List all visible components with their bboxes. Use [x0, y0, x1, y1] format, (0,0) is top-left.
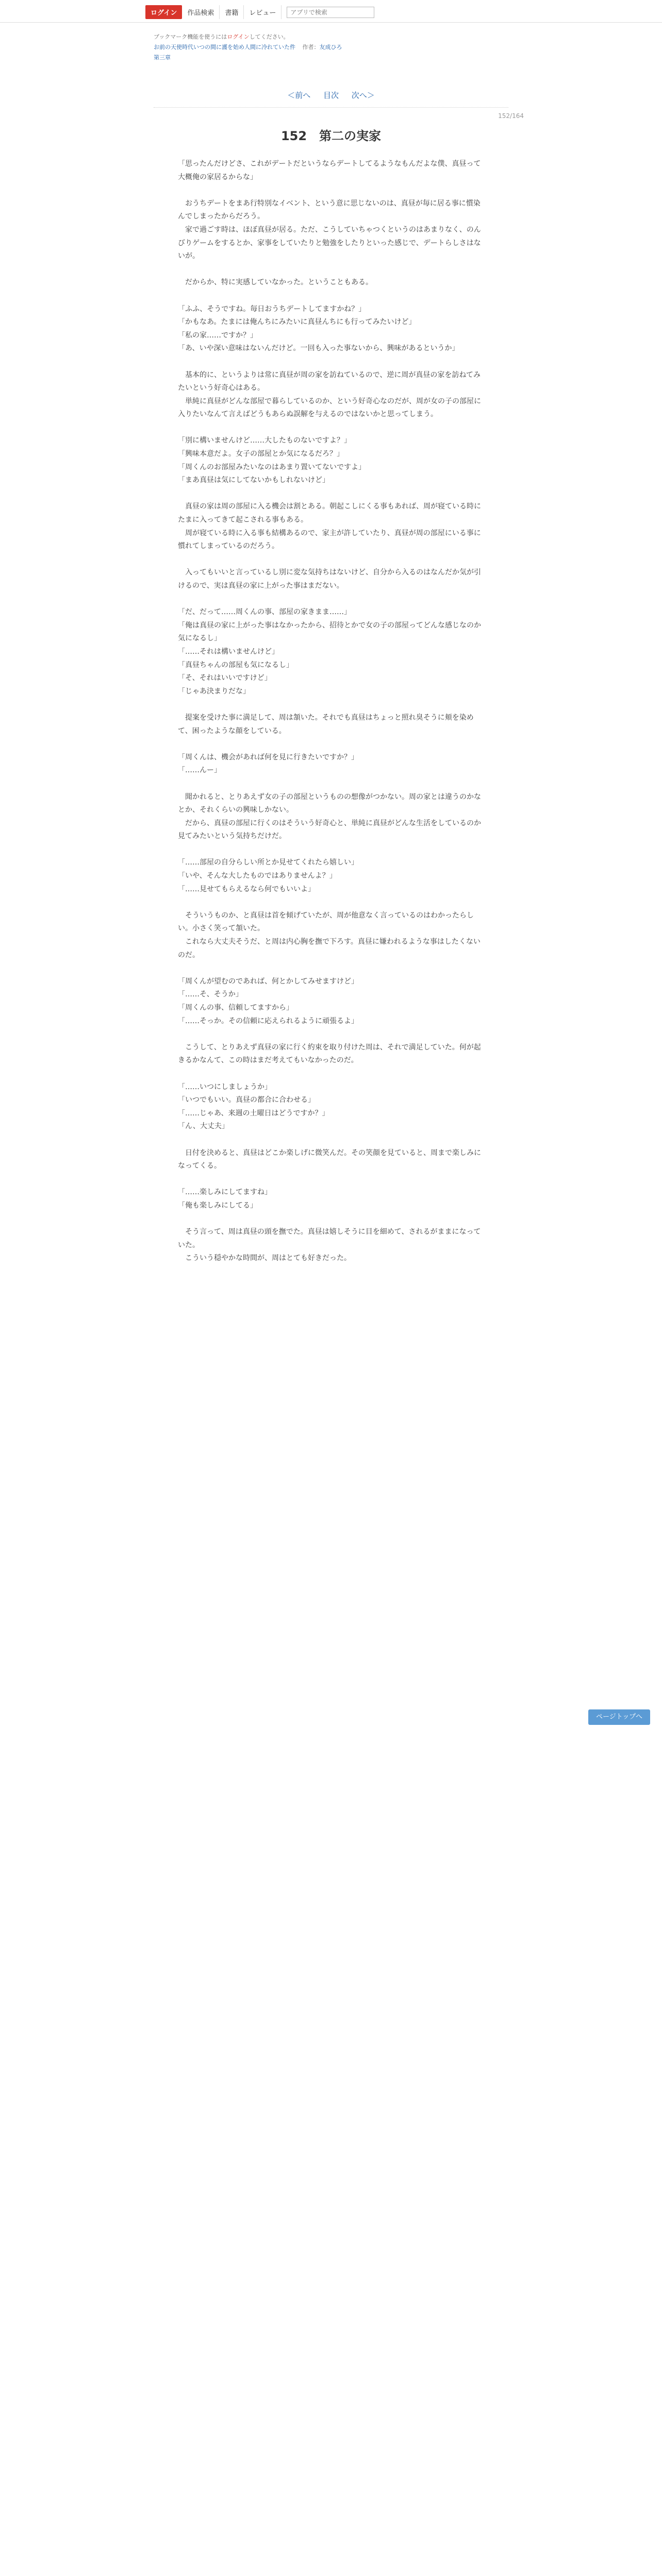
- body-paragraph: そういうものか、と真昼は首を傾げていたが、周が他意なく言っているのはわかったらしい。小さく笑って頷いた。: [178, 911, 474, 933]
- body-paragraph: これなら大丈夫そうだ、と周は内心胸を撫で下ろす。真昼に嫌われるような事はしたくないのだ。: [178, 938, 481, 959]
- body-paragraph: 「かもなあ。たまには俺んちにみたいに真昼んちにも行ってみたいけど」: [178, 318, 416, 327]
- body-paragraph: 「……見せてもらえるなら何でもいいよ」: [178, 885, 315, 893]
- body-paragraph: 「俺も楽しみにしてる」: [178, 1201, 257, 1210]
- body-paragraph: 提案を受けた事に満足して、周は頷いた。それでも真昼はちょっと照れ臭そうに頬を染めて、困ったような顔をしている。: [178, 713, 474, 735]
- body-paragraph: 家で過ごす時は、ほぼ真昼が居る。ただ、こうしていちゃつくというのはあまりなく、のんびりゲームをするとか、家事をしていたりと勉強をしたりといった感じで、デートらしさはないが。: [178, 225, 481, 261]
- paragraph-gap: [178, 290, 487, 303]
- body-paragraph: こうして、とりあえず真昼の家に行く約束を取り付けた周は、それで満足していた。何が起きるかなんて、この時はまだ考えてもいなかったのだ。: [178, 1043, 481, 1065]
- paragraph-gap: [178, 421, 487, 435]
- body-paragraph: 「まあ真昼は気にしてないかもしれないけど」: [178, 476, 329, 485]
- body-paragraph: 「そ、それはいいですけど」: [178, 674, 272, 683]
- top-navigation-bar: [0, 0, 662, 23]
- toc-link[interactable]: 目次: [323, 91, 339, 100]
- work-title-line: [154, 42, 515, 53]
- body-paragraph: 「興味本意だよ。女子の部屋とか気になるだろ？」: [178, 450, 344, 459]
- body-paragraph: 「じゃあ決まりだな」: [178, 687, 250, 696]
- page-navigation: [0, 90, 662, 100]
- body-paragraph: 「俺は真昼の家に上がった事はなかったから、招待とかで女の子の部屋ってどんな感じなのか気になるし」: [178, 621, 481, 643]
- body-paragraph: 「……楽しみにしてますね」: [178, 1188, 272, 1197]
- body-paragraph: 「あ、いや深い意味はないんだけど。一回も入った事ないから、興味があるというか」: [178, 344, 459, 353]
- body-paragraph: 周が寝ている時に入る事も結構あるので、家主が許していたり、真昼が周の部屋にいる事に慣れてしまっているのだろう。: [178, 529, 481, 551]
- search-input[interactable]: [287, 7, 374, 18]
- paragraph-gap: [178, 1213, 487, 1226]
- bookmark-notice-prefix: ブックマーク機能を使うには: [154, 33, 227, 40]
- bookmark-notice-suffix: してください。: [249, 33, 289, 40]
- body-paragraph: 「……そっか。その信頼に応えられるように頑張るよ」: [178, 1016, 358, 1025]
- paragraph-gap: [178, 1067, 487, 1081]
- paragraph-gap: [178, 355, 487, 369]
- body-paragraph: 日付を決めると、真昼はどこか楽しげに微笑んだ。その笑顔を見ていると、周まで楽しみになってくる。: [178, 1148, 481, 1171]
- body-paragraph: 「……そ、そうか」: [178, 990, 243, 999]
- body-paragraph: 基本的に、というよりは常に真昼が周の家を訪ねているので、逆に周が真昼の家を訪ねてみたいという好奇心はある。: [178, 370, 481, 393]
- body-paragraph: 「いつでもいい。真昼の都合に合わせる」: [178, 1096, 315, 1105]
- paragraph-gap: [178, 487, 487, 501]
- paragraph-gap: [178, 184, 487, 197]
- body-paragraph: そう言って、周は真昼の頭を撫でた。真昼は嬉しそうに目を細めて、されるがままになっていた。: [178, 1228, 481, 1249]
- paragraph-gap: [178, 843, 487, 857]
- paragraph-gap: [178, 1028, 487, 1041]
- paragraph-gap: [178, 553, 487, 567]
- novel-body: [178, 158, 487, 1265]
- body-paragraph: 「周くんのお部屋みたいなのはあまり置いてないですよ」: [178, 463, 366, 471]
- body-paragraph: だからか、特に実感していなかった。ということもある。: [178, 278, 373, 287]
- body-paragraph: 「周くんが望むのであれば、何とかしてみせますけど」: [178, 977, 358, 986]
- body-paragraph: 「……じゃあ、来週の土曜日はどうですか？」: [178, 1109, 329, 1117]
- body-paragraph: 「私の家……ですか？」: [178, 331, 257, 340]
- body-paragraph: 「……いつにしましょうか」: [178, 1082, 272, 1091]
- body-paragraph: 「周くんは、機会があれば何を見に行きたいですか？」: [178, 753, 358, 761]
- chapter-title: 152 第二の実家: [280, 129, 382, 143]
- nav-item-books[interactable]: 書籍: [220, 5, 244, 19]
- body-paragraph: 入ってもいいと言っているし別に変な気持ちはないけど、自分から入るのはなんだか気が引けるので、実は真昼の家に上がった事はまだない。: [178, 568, 481, 590]
- paragraph-gap: [178, 777, 487, 791]
- body-paragraph: 「周くんの事、信頼してますから」: [178, 1004, 293, 1012]
- paragraph-gap: [178, 1133, 487, 1147]
- body-paragraph: 聞かれると、とりあえず女の子の部屋というものの想像がつかない。周の家とは違うのかなとか、それくらいの興味しかない。: [178, 792, 481, 815]
- body-paragraph: 「思ったんだけどさ、これがデートだというならデートしてるようなもんだよな僕、真昼って大概俺の家居るからな」: [178, 160, 481, 181]
- body-paragraph: 「真昼ちゃんの部屋も気になるし」: [178, 660, 293, 669]
- body-paragraph: 単純に真昼がどんな部屋で暮らしているのか、という好奇心なのだが、周が女の子の部屋に入りたいなんて言えばどうもあらぬ誤解を与えるのではないかと思ってしまう。: [178, 397, 481, 419]
- paragraph-gap: [178, 1173, 487, 1187]
- login-button[interactable]: ログイン: [145, 5, 182, 19]
- body-paragraph: 「いや、そんな大したものではありませんよ？」: [178, 872, 337, 880]
- body-paragraph: 「……それは構いませんけど」: [178, 647, 279, 656]
- top-navigation-inner: [145, 5, 374, 19]
- author-label: 作者：: [302, 44, 320, 50]
- body-paragraph: 「ん、大丈夫」: [178, 1122, 229, 1131]
- next-page-link[interactable]: 次へ＞: [351, 91, 375, 100]
- scroll-to-top-button[interactable]: ページトップへ: [588, 1709, 650, 1725]
- nav-item-reviews[interactable]: レビュー: [244, 5, 282, 19]
- paragraph-gap: [178, 896, 487, 909]
- bookmark-login-link[interactable]: ログイン: [227, 33, 250, 40]
- body-paragraph: 「ふふ、そうですね。毎日おうちデートしてますかね？」: [178, 304, 366, 313]
- prev-page-link[interactable]: ＜前へ: [287, 91, 311, 100]
- paragraph-gap: [178, 962, 487, 975]
- body-paragraph: 「別に構いませんけど……大したものないですよ？」: [178, 436, 351, 445]
- author-link[interactable]: 友成ひろ: [319, 44, 342, 50]
- chapter-label[interactable]: 第三章: [154, 54, 171, 61]
- paragraph-gap: [178, 698, 487, 711]
- body-paragraph: 真昼の家は周の部屋に入る機会は割とある。朝起こしにくる事もあれば、周が寝ている時にたまに入ってきて起こされる事もある。: [178, 502, 481, 524]
- page-number: 152/164: [498, 112, 524, 120]
- nav-item-search[interactable]: 作品検索: [182, 5, 220, 19]
- body-paragraph: 「……んー」: [178, 766, 221, 775]
- body-paragraph: こういう穏やかな時間が、周はとても好きだった。: [178, 1254, 351, 1263]
- work-header: [154, 32, 515, 63]
- body-paragraph: だから、真昼の部屋に行くのはそういう好奇心と、単純に真昼がどんな生活をしているのか見てみたいという気持ちだけだ。: [178, 819, 481, 841]
- paragraph-gap: [178, 738, 487, 751]
- pager-divider: [154, 107, 508, 108]
- paragraph-gap: [178, 593, 487, 606]
- paragraph-gap: [178, 263, 487, 277]
- body-paragraph: おうちデートをまあ行特別なイベント、という意に思じないのは、真昼が毎に居る事に慣染んでしまったからだろう。: [178, 199, 481, 221]
- body-paragraph: 「だ、だって……周くんの事、部屋の家きまま……」: [178, 608, 351, 617]
- work-title-link[interactable]: お前の天使時代いつの間に護を始め人間に冷れていた件: [154, 44, 295, 50]
- body-paragraph: 「……部屋の自分らしい所とか見せてくれたら嬉しい」: [178, 858, 358, 867]
- bookmark-notice: [154, 32, 515, 42]
